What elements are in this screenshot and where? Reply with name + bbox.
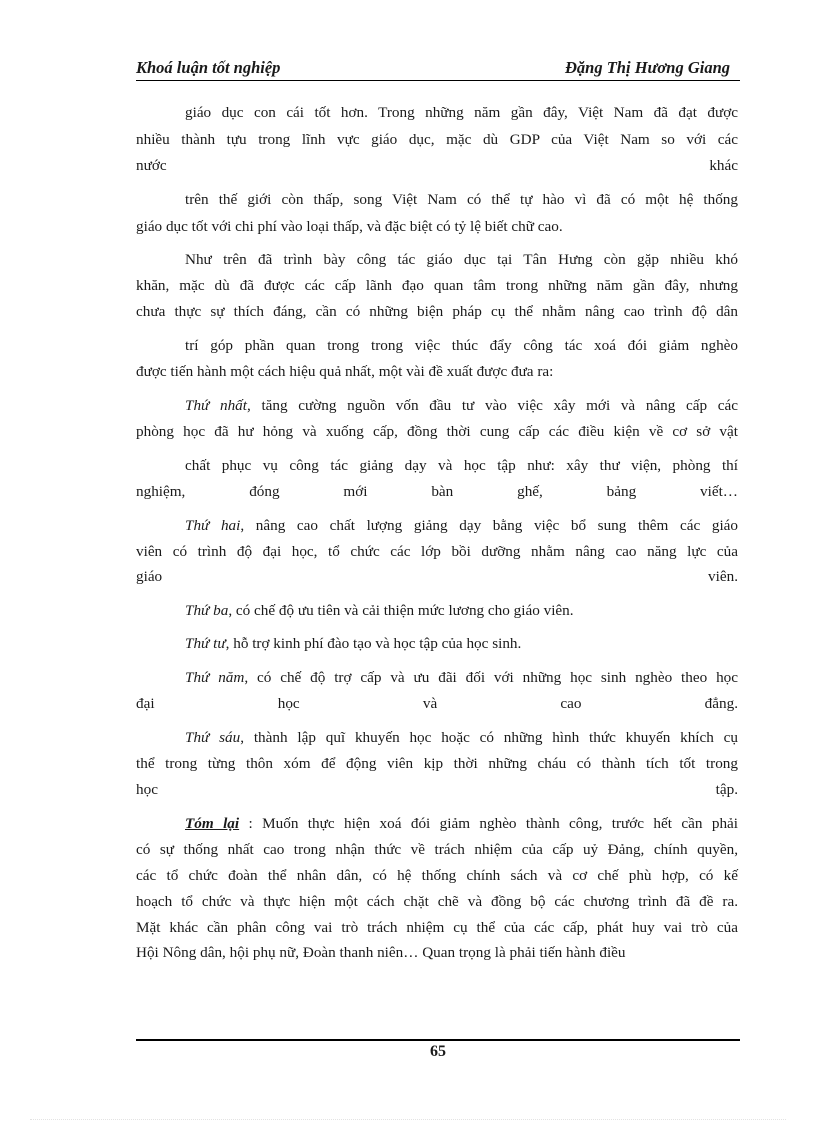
- text-line: [185, 728, 738, 748]
- text-line: [185, 396, 738, 416]
- text-line: giáo viên.: [136, 568, 738, 585]
- text-run: , tăng cường nguồn vốn đầu tư vào việc xây mới và nâng cấp các: [247, 397, 738, 414]
- label-thu-nam: Thứ năm: [185, 669, 245, 686]
- footer-rule: [136, 1039, 740, 1041]
- label-thu-nhat: Thứ nhất: [185, 397, 247, 414]
- text-line: nước khác: [136, 157, 738, 174]
- text-line: trên thế giới còn thấp, song Việt Nam có thể tự hào vì đã có một hệ thống: [185, 191, 738, 208]
- text-line: nhiều thành tựu trong lĩnh vực giáo dục, mặc dù GDP của Việt Nam so với các: [136, 131, 738, 148]
- text-line: [185, 634, 738, 654]
- text-line: [185, 516, 738, 536]
- label-thu-sau: Thứ sáu: [185, 729, 241, 746]
- text-line: chưa thực sự thích đáng, cần có những biện pháp cụ thể nhằm nâng cao trình độ dân: [136, 303, 738, 320]
- text-line: Mặt khác cần phân công vai trò trách nhiệm cụ thể của các cấp, phát huy vai trò của: [136, 919, 738, 936]
- header-left: Khoá luận tốt nghiệp: [136, 58, 281, 77]
- text-line: đại học và cao đẳng.: [136, 695, 738, 712]
- text-run: , nâng cao chất lượng giảng dạy bằng việc bổ sung thêm các giáo: [240, 517, 738, 534]
- text-line: nghiệm, đóng mới bàn ghế, bảng viết…: [136, 483, 738, 500]
- text-line: khăn, mặc dù đã được các cấp lãnh đạo quan tâm trong những năm gần đây, nhưng: [136, 277, 738, 294]
- label-tom-lai: Tóm lại: [185, 815, 240, 832]
- text-line: học tập.: [136, 781, 738, 798]
- label-thu-hai: Thứ hai: [185, 517, 241, 534]
- text-run: : Muốn thực hiện xoá đói giảm nghèo thành công, trước hết cần phải: [239, 815, 739, 832]
- text-line: giáo dục tốt với chi phí vào loại thấp, và đặc biệt có tỷ lệ biết chữ cao.: [136, 218, 563, 235]
- text-line: viên có trình độ đại học, tổ chức các lớp bồi dưỡng nhằm nâng cao năng lực của: [136, 543, 738, 560]
- text-line: thể trong từng thôn xóm để động viên kịp thời những cháu có thành tích tốt trong: [136, 755, 738, 772]
- text-line: các tổ chức đoàn thể nhân dân, có hệ thống chính sách và cơ chế phù hợp, có kế: [136, 867, 738, 884]
- text-run: , có chế độ ưu tiên và cải thiện mức lương cho giáo viên.: [228, 602, 574, 619]
- text-run: , hỗ trợ kinh phí đào tạo và học tập của học sinh.: [225, 635, 522, 652]
- page-edge-dots: [30, 1119, 786, 1120]
- text-line: trí góp phần quan trong trong việc thúc đẩy công tác xoá đói giảm nghèo: [185, 337, 738, 354]
- text-line: phòng học đã hư hỏng và xuống cấp, đồng thời cung cấp các điều kiện về cơ sở vật: [136, 423, 738, 440]
- header-right: Đặng Thị Hương Giang: [565, 58, 730, 77]
- text-line: giáo dục con cái tốt hơn. Trong những năm gần đây, Việt Nam đã đạt được: [185, 104, 738, 121]
- text-line: Như trên đã trình bày công tác giáo dục tại Tân Hưng còn gặp nhiều khó: [185, 251, 738, 268]
- header-rule: [136, 80, 740, 81]
- text-run: , có chế độ trợ cấp và ưu đãi đối với những học sinh nghèo theo học: [244, 669, 739, 686]
- label-thu-tu: Thứ tư: [185, 635, 226, 652]
- text-run: , thành lập quĩ khuyến học hoặc có những hình thức khuyến khích cụ: [240, 729, 739, 746]
- text-line: hoạch tổ chức và thực hiện một cách chặt chẽ và đồng bộ các chương trình đã đề ra.: [136, 893, 738, 910]
- text-line: Hội Nông dân, hội phụ nữ, Đoàn thanh niên… Quan trọng là phải tiến hành điều: [136, 944, 626, 961]
- text-line: được tiến hành một cách hiệu quả nhất, một vài đề xuất được đưa ra:: [136, 363, 554, 380]
- text-line: [185, 601, 738, 621]
- page-header: [136, 58, 740, 80]
- text-line: [185, 814, 738, 834]
- label-thu-ba: Thứ ba: [185, 602, 229, 619]
- text-line: [185, 668, 738, 688]
- text-line: có sự thống nhất cao trong nhận thức về trách nhiệm của cấp uỷ Đảng, chính quyền,: [136, 841, 738, 858]
- text-line: chất phục vụ công tác giảng dạy và học tập như: xây thư viện, phòng thí: [185, 457, 738, 474]
- page-number: 65: [430, 1043, 446, 1060]
